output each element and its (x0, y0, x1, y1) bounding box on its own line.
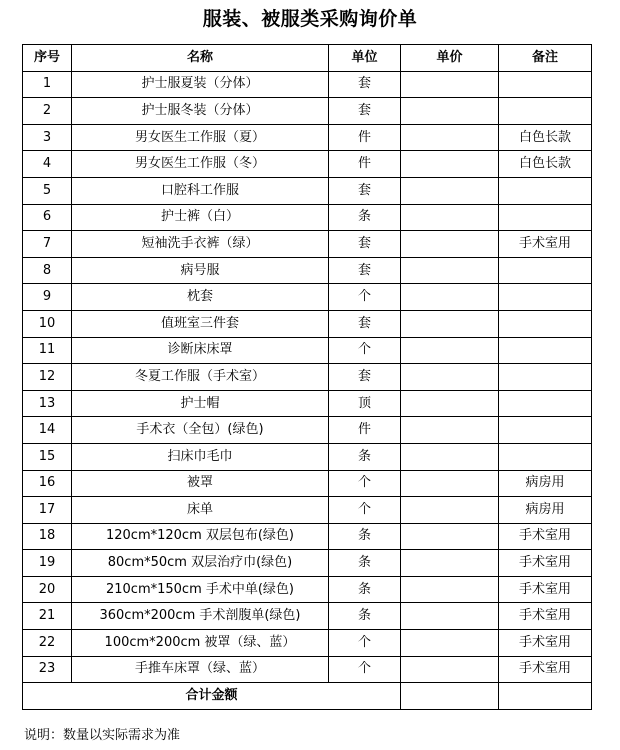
table-row (23, 443, 592, 470)
cell-name: 病号服 (72, 257, 329, 284)
table-row (23, 124, 592, 151)
cell-no: 11 (23, 337, 72, 364)
table-row (23, 337, 592, 364)
cell-note (499, 443, 592, 470)
cell-unit: 个 (329, 470, 401, 497)
cell-price (401, 550, 499, 577)
cell-note (499, 417, 592, 444)
cell-unit: 个 (329, 497, 401, 524)
cell-no: 4 (23, 151, 72, 178)
cell-price (401, 337, 499, 364)
cell-unit: 套 (329, 98, 401, 125)
cell-no: 19 (23, 550, 72, 577)
cell-price (401, 630, 499, 657)
table-row (23, 257, 592, 284)
cell-name: 80cm*50cm 双层治疗巾(绿色) (72, 550, 329, 577)
cell-no: 7 (23, 231, 72, 258)
cell-note (499, 364, 592, 391)
cell-unit: 顶 (329, 390, 401, 417)
cell-no: 8 (23, 257, 72, 284)
table-row (23, 576, 592, 603)
cell-price (401, 390, 499, 417)
cell-unit: 个 (329, 284, 401, 311)
cell-name: 360cm*200cm 手术剖腹单(绿色) (72, 603, 329, 630)
cell-name: 手推车床罩（绿、蓝） (72, 656, 329, 683)
total-label: 合计金额 (23, 683, 401, 710)
cell-unit: 套 (329, 177, 401, 204)
total-note-cell (499, 683, 592, 710)
table-row (23, 470, 592, 497)
cell-name: 210cm*150cm 手术中单(绿色) (72, 576, 329, 603)
cell-name: 口腔科工作服 (72, 177, 329, 204)
cell-unit: 个 (329, 656, 401, 683)
cell-name: 床单 (72, 497, 329, 524)
cell-note: 手术室用 (499, 603, 592, 630)
header-unit: 单位 (329, 45, 401, 72)
table-row (23, 151, 592, 178)
cell-unit: 条 (329, 443, 401, 470)
cell-price (401, 656, 499, 683)
header-name: 名称 (72, 45, 329, 72)
cell-no: 2 (23, 98, 72, 125)
cell-price (401, 576, 499, 603)
cell-unit: 套 (329, 257, 401, 284)
cell-note (499, 337, 592, 364)
cell-name: 100cm*200cm 被罩（绿、蓝） (72, 630, 329, 657)
cell-name: 手术衣（全包）(绿色) (72, 417, 329, 444)
table-row (23, 630, 592, 657)
cell-name: 护士服冬装（分体） (72, 98, 329, 125)
cell-unit: 条 (329, 576, 401, 603)
header-note: 备注 (499, 45, 592, 72)
cell-name: 诊断床床罩 (72, 337, 329, 364)
cell-no: 14 (23, 417, 72, 444)
cell-no: 10 (23, 310, 72, 337)
table-row (23, 550, 592, 577)
cell-note (499, 98, 592, 125)
cell-price (401, 204, 499, 231)
cell-price (401, 523, 499, 550)
cell-note: 手术室用 (499, 550, 592, 577)
table-row (23, 497, 592, 524)
cell-no: 6 (23, 204, 72, 231)
cell-no: 23 (23, 656, 72, 683)
table-row (23, 310, 592, 337)
table-row (23, 231, 592, 258)
cell-price (401, 98, 499, 125)
cell-unit: 条 (329, 204, 401, 231)
cell-price (401, 284, 499, 311)
total-row (23, 683, 592, 710)
cell-name: 护士服夏装（分体） (72, 71, 329, 98)
quotation-table (22, 44, 592, 710)
table-row (23, 364, 592, 391)
cell-unit: 套 (329, 71, 401, 98)
cell-price (401, 470, 499, 497)
cell-no: 9 (23, 284, 72, 311)
cell-name: 值班室三件套 (72, 310, 329, 337)
cell-note: 白色长款 (499, 151, 592, 178)
cell-no: 15 (23, 443, 72, 470)
cell-name: 120cm*120cm 双层包布(绿色) (72, 523, 329, 550)
cell-price (401, 497, 499, 524)
cell-no: 16 (23, 470, 72, 497)
cell-price (401, 603, 499, 630)
total-price-cell (401, 683, 499, 710)
cell-no: 21 (23, 603, 72, 630)
table-row (23, 177, 592, 204)
cell-note (499, 390, 592, 417)
cell-note: 病房用 (499, 497, 592, 524)
cell-name: 扫床巾毛巾 (72, 443, 329, 470)
cell-note: 手术室用 (499, 576, 592, 603)
cell-name: 冬夏工作服（手术室） (72, 364, 329, 391)
table-row (23, 603, 592, 630)
table-row (23, 204, 592, 231)
cell-price (401, 257, 499, 284)
cell-note (499, 257, 592, 284)
cell-no: 3 (23, 124, 72, 151)
cell-unit: 个 (329, 337, 401, 364)
cell-note: 白色长款 (499, 124, 592, 151)
cell-unit: 条 (329, 603, 401, 630)
cell-no: 18 (23, 523, 72, 550)
cell-price (401, 231, 499, 258)
cell-note (499, 284, 592, 311)
cell-price (401, 177, 499, 204)
cell-name: 男女医生工作服（冬） (72, 151, 329, 178)
cell-no: 5 (23, 177, 72, 204)
cell-note: 手术室用 (499, 231, 592, 258)
cell-unit: 件 (329, 417, 401, 444)
cell-unit: 件 (329, 151, 401, 178)
table-body (23, 71, 592, 683)
cell-unit: 件 (329, 124, 401, 151)
cell-unit: 个 (329, 630, 401, 657)
table-row (23, 98, 592, 125)
cell-unit: 套 (329, 231, 401, 258)
footer-note: 说明：数量以实际需求为准 (24, 728, 181, 743)
cell-note (499, 204, 592, 231)
cell-price (401, 417, 499, 444)
cell-name: 枕套 (72, 284, 329, 311)
cell-unit: 套 (329, 364, 401, 391)
cell-name: 被罩 (72, 470, 329, 497)
table-row (23, 417, 592, 444)
table-header-row (23, 45, 592, 72)
cell-no: 20 (23, 576, 72, 603)
cell-name: 男女医生工作服（夏） (72, 124, 329, 151)
cell-price (401, 71, 499, 98)
cell-no: 1 (23, 71, 72, 98)
cell-note (499, 71, 592, 98)
cell-price (401, 364, 499, 391)
cell-unit: 条 (329, 550, 401, 577)
cell-price (401, 443, 499, 470)
cell-no: 22 (23, 630, 72, 657)
table-row (23, 390, 592, 417)
cell-no: 12 (23, 364, 72, 391)
cell-price (401, 310, 499, 337)
cell-note: 手术室用 (499, 630, 592, 657)
cell-note: 手术室用 (499, 523, 592, 550)
cell-no: 13 (23, 390, 72, 417)
cell-name: 护士裤（白） (72, 204, 329, 231)
cell-note: 病房用 (499, 470, 592, 497)
table-row (23, 284, 592, 311)
cell-name: 短袖洗手衣裤（绿） (72, 231, 329, 258)
cell-note (499, 310, 592, 337)
cell-name: 护士帽 (72, 390, 329, 417)
page-title: 服装、被服类采购询价单 (202, 8, 418, 30)
cell-price (401, 151, 499, 178)
table-row (23, 523, 592, 550)
table-row (23, 656, 592, 683)
cell-note: 手术室用 (499, 656, 592, 683)
header-no: 序号 (23, 45, 72, 72)
table-row (23, 71, 592, 98)
header-price: 单价 (401, 45, 499, 72)
cell-note (499, 177, 592, 204)
cell-unit: 套 (329, 310, 401, 337)
cell-no: 17 (23, 497, 72, 524)
cell-price (401, 124, 499, 151)
cell-unit: 条 (329, 523, 401, 550)
